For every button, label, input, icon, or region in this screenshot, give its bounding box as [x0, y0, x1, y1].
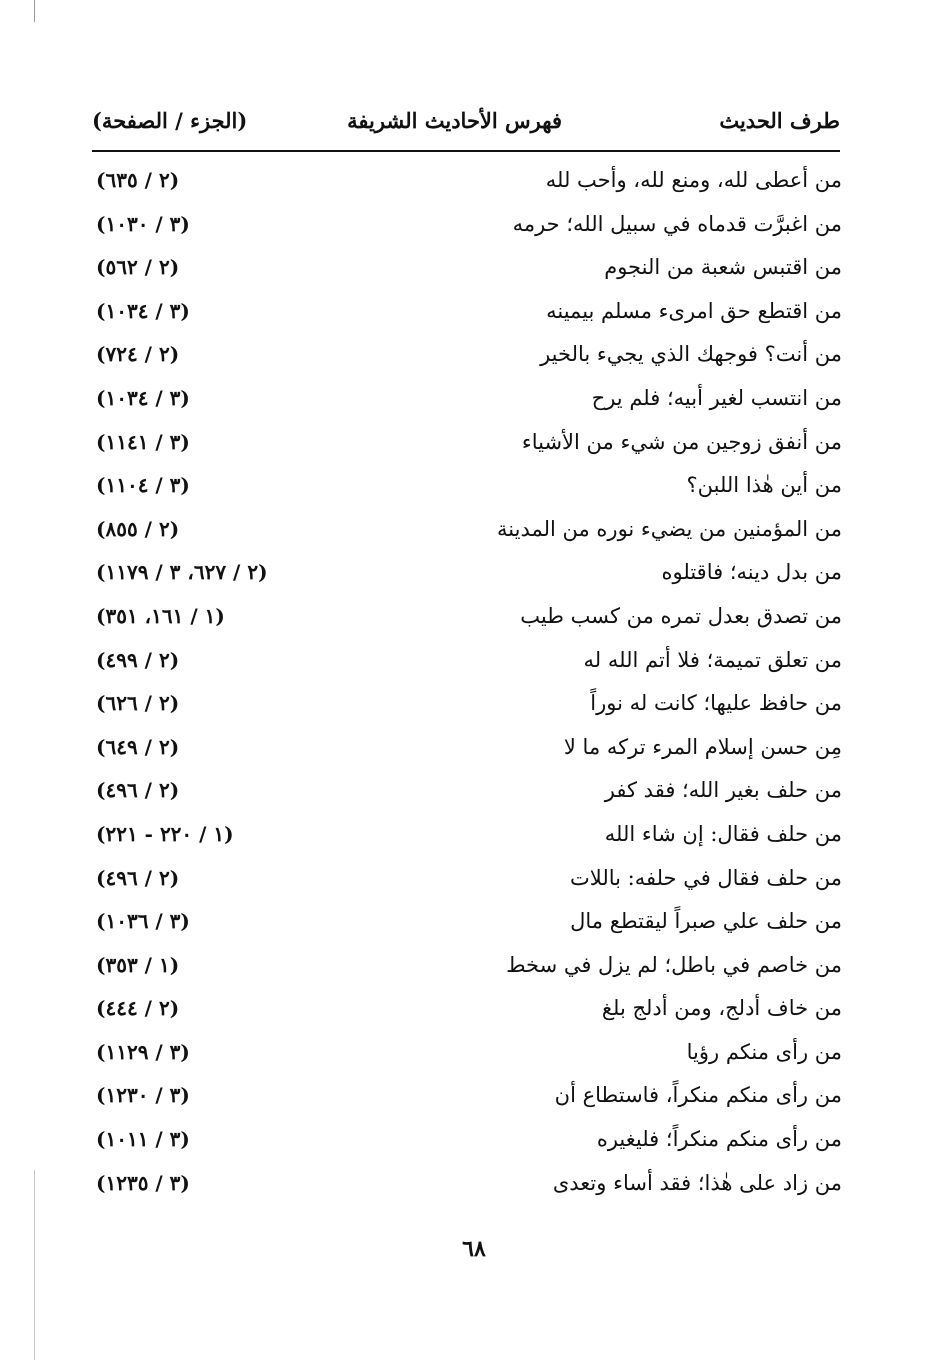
volume-page-ref: (٣ / ١٠١١)	[96, 1127, 190, 1152]
volume-page-ref: (٢ / ٦٣٥)	[96, 168, 180, 192]
volume-page-ref: (٢ / ٦٢٦)	[96, 691, 180, 716]
volume-page-ref: (٣ / ١١٠٤)	[96, 473, 190, 498]
index-entry	[92, 860, 842, 904]
hadith-text: من المؤمنين من يضيء نوره من المدينة	[497, 516, 842, 541]
index-entry	[92, 990, 842, 1034]
index-entry	[92, 249, 842, 293]
volume-page-ref: (٢ / ٤٩٦)	[96, 865, 180, 890]
volume-page-ref: (٢ / ٥٦٢)	[96, 255, 180, 280]
hadith-text: من بدل دينه؛ فاقتلوه	[661, 560, 842, 585]
hadith-text: من حلف بغير الله؛ فقد كفر	[604, 778, 842, 803]
index-entry	[92, 685, 842, 729]
volume-page-ref: (٣ / ١٠٣٠)	[96, 211, 190, 236]
volume-page-ref: (٣ / ١١٢٩)	[96, 1039, 190, 1064]
hadith-text: من رأى منكم منكراً، فاستطاع أن	[554, 1083, 842, 1108]
hadith-text: من اقتبس شعبة من النجوم	[604, 255, 842, 280]
volume-page-ref: (٣ / ١٢٣٠)	[96, 1083, 190, 1108]
hadith-text: مِن حسن إسلام المرء تركه ما لا	[563, 734, 842, 759]
volume-page-ref: (٣ / ١٠٣٤)	[96, 298, 190, 323]
index-entry	[92, 642, 842, 686]
hadith-text: من رأى منكم رؤيا	[686, 1039, 842, 1064]
index-entry	[92, 816, 842, 860]
volume-page-ref: (٢ / ٧٢٤)	[96, 342, 180, 367]
hadith-text: من اقتطع حق امرىء مسلم بيمينه	[546, 298, 842, 323]
hadith-text: من انتسب لغير أبيه؛ فلم يرح	[591, 385, 842, 410]
hadith-text: من رأى منكم منكراً؛ فليغيره	[596, 1127, 842, 1152]
hadith-text: من حافظ عليها؛ كانت له نوراً	[590, 691, 842, 716]
header-index-title: فهرس الأحاديث الشريفة	[347, 108, 562, 133]
volume-page-ref: (٢ / ٤٤٤)	[96, 996, 180, 1021]
volume-page-ref: (٢ / ٦٤٩)	[96, 734, 180, 759]
volume-page-ref: (٣ / ١٠٣٦)	[96, 909, 190, 934]
volume-page-ref: (١ / ٣٥٣)	[96, 952, 180, 977]
margin-tick	[34, 0, 35, 22]
hadith-text: من أين هٰذا اللبن؟	[686, 473, 842, 498]
index-entry	[92, 947, 842, 991]
volume-page-ref: (٢ / ٨٥٥)	[96, 516, 180, 541]
index-entry	[92, 336, 842, 380]
index-entry	[92, 1077, 842, 1121]
index-entry	[92, 511, 842, 555]
header-rule	[92, 150, 840, 152]
index-entry	[92, 903, 842, 947]
hadith-text: من أنت؟ فوجهك الذي يجيء بالخير	[540, 342, 842, 367]
index-entry	[92, 206, 842, 250]
volume-page-ref: (٣ / ١١٤١)	[96, 429, 190, 454]
volume-page-ref: (٢ / ٤٩٦)	[96, 778, 180, 803]
hadith-text: من أنفق زوجين من شيء من الأشياء	[521, 429, 842, 454]
hadith-text: من خاف أدلج، ومن أدلج بلغ	[601, 996, 842, 1021]
index-entry	[92, 1034, 842, 1078]
index-entry	[92, 162, 842, 206]
volume-page-ref: (١ / ١٦١، ٣٥١)	[96, 603, 225, 628]
index-entry	[92, 380, 842, 424]
hadith-text: من زاد على هٰذا؛ فقد أساء وتعدى	[552, 1170, 842, 1195]
index-entry	[92, 554, 842, 598]
header-hadith-label: طرف الحديث	[719, 108, 840, 133]
index-entry	[92, 598, 842, 642]
hadith-text: من حلف فقال في حلفه: باللات	[570, 865, 842, 890]
volume-page-ref: (٣ / ١٢٣٥)	[96, 1170, 190, 1195]
volume-page-ref: (٢ / ٤٩٩)	[96, 647, 180, 672]
hadith-index-list	[92, 162, 842, 1208]
index-entry	[92, 729, 842, 773]
hadith-text: من أعطى لله، ومنع لله، وأحب لله	[545, 168, 842, 192]
page-number: ٦٨	[462, 1236, 486, 1262]
volume-page-ref: (٣ / ١٠٣٤)	[96, 385, 190, 410]
index-entry	[92, 467, 842, 511]
volume-page-ref: (١ / ٢٢٠ - ٢٢١)	[96, 821, 234, 846]
hadith-text: من اغبرَّت قدماه في سبيل الله؛ حرمه	[512, 211, 842, 236]
page-header	[92, 108, 840, 142]
margin-line	[34, 1170, 35, 1360]
hadith-text: من حلف فقال: إن شاء الله	[604, 821, 842, 846]
index-entry	[92, 1121, 842, 1165]
index-entry	[92, 772, 842, 816]
index-entry	[92, 424, 842, 468]
volume-page-ref: (٢ / ٦٢٧، ٣ / ١١٧٩)	[96, 560, 268, 585]
hadith-text: من تعلق تميمة؛ فلا أتم الله له	[583, 647, 842, 672]
hadith-text: من خاصم في باطل؛ لم يزل في سخط	[506, 952, 842, 977]
hadith-text: من تصدق بعدل تمره من كسب طيب	[520, 603, 842, 628]
index-entry	[92, 293, 842, 337]
hadith-text: من حلف علي صبراً ليقتطع مال	[570, 909, 842, 934]
header-volume-page-label: (الجزء / الصفحة)	[92, 108, 248, 133]
index-entry	[92, 1165, 842, 1209]
